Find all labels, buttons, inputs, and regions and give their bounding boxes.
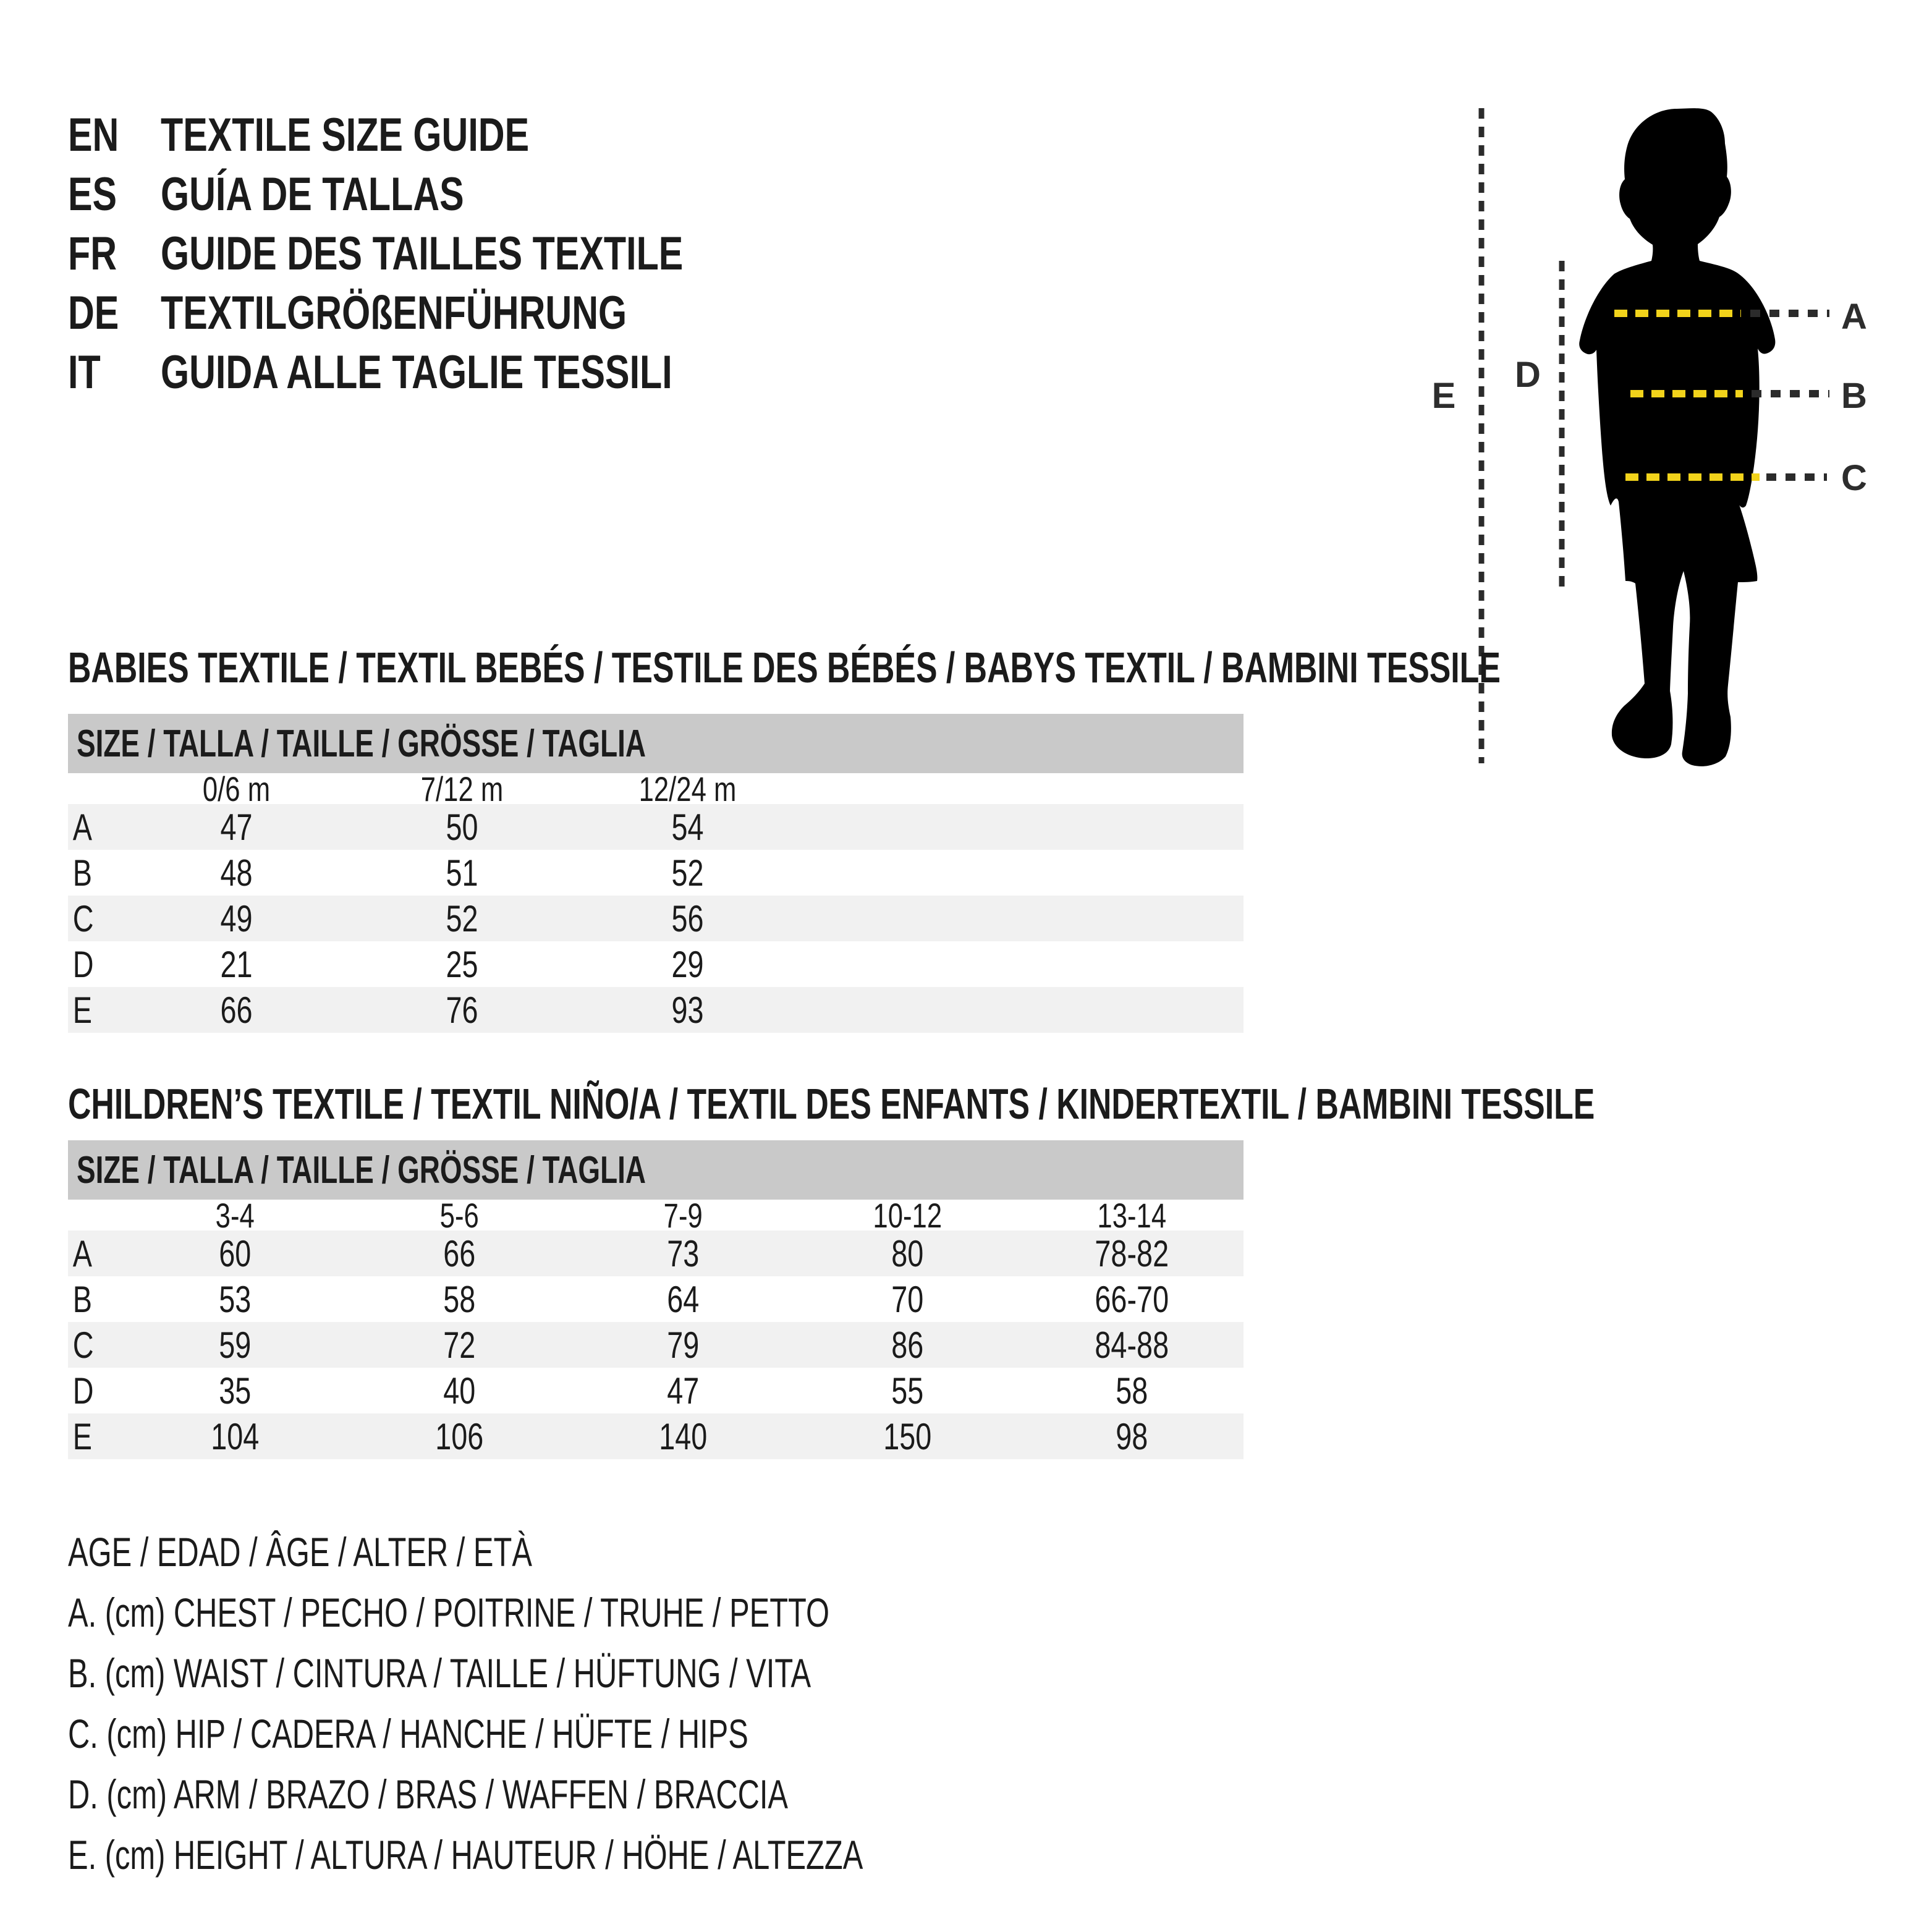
column-header: 13-14 — [1096, 1195, 1166, 1235]
legend-line-height: E. (cm) HEIGHT / ALTURA / HAUTEUR / HÖHE / ALTEZZA — [68, 1832, 863, 1878]
table-row — [68, 987, 1244, 1033]
column-header-row — [68, 769, 1244, 808]
column-header: 3-4 — [216, 1195, 255, 1235]
value-cell: 21 — [220, 943, 253, 985]
value-cell: 59 — [219, 1324, 252, 1366]
value-cell: 80 — [891, 1232, 924, 1274]
value-cell: 58 — [1115, 1370, 1148, 1412]
value-cell: 70 — [891, 1278, 924, 1320]
table-row — [68, 804, 1244, 850]
value-cell: 48 — [220, 852, 253, 894]
value-cell: 76 — [446, 989, 478, 1031]
measure-label-e: E — [1431, 376, 1456, 416]
language-row-es — [68, 164, 831, 224]
column-header: 7-9 — [664, 1195, 703, 1235]
size-letter: A — [72, 806, 93, 848]
measure-label-d: D — [1515, 355, 1541, 395]
legend-line-chest: A. (cm) CHEST / PECHO / POITRINE / TRUHE / PETTO — [68, 1590, 829, 1635]
size-header-bar: SIZE / TALLA / TAILLE / GRÖSSE / TAGLIA — [68, 1140, 1244, 1200]
size-letter: D — [72, 1370, 94, 1412]
measure-label-c: C — [1841, 458, 1867, 498]
language-row-it — [68, 342, 831, 402]
value-cell: 140 — [659, 1415, 708, 1457]
value-cell: 150 — [883, 1415, 932, 1457]
value-cell: 73 — [667, 1232, 700, 1274]
value-cell: 35 — [219, 1370, 252, 1412]
table-row — [68, 1322, 1244, 1368]
language-code: DE — [68, 286, 119, 339]
value-cell: 40 — [443, 1370, 476, 1412]
legend-line-age: AGE / EDAD / ÂGE / ALTER / ETÀ — [68, 1529, 532, 1575]
value-cell: 93 — [671, 989, 704, 1031]
value-cell: 47 — [667, 1370, 700, 1412]
size-letter: C — [72, 897, 94, 939]
language-title: TEXTILE SIZE GUIDE — [161, 108, 530, 161]
size-letter: A — [72, 1232, 93, 1274]
value-cell: 106 — [435, 1415, 484, 1457]
table-row — [68, 896, 1244, 941]
value-cell: 79 — [667, 1324, 700, 1366]
size-letter: E — [72, 989, 93, 1031]
table-row — [68, 850, 1244, 896]
column-header: 7/12 m — [420, 769, 504, 808]
value-cell: 64 — [667, 1278, 700, 1320]
column-header: 12/24 m — [638, 769, 737, 808]
table-row — [68, 1276, 1244, 1322]
column-header: 5-6 — [439, 1195, 479, 1235]
measure-label-a: A — [1841, 297, 1867, 337]
language-row-en — [68, 105, 831, 164]
value-cell: 84-88 — [1094, 1324, 1169, 1366]
value-cell: 72 — [443, 1324, 476, 1366]
children-size-table — [68, 1140, 1244, 1459]
size-letter: C — [72, 1324, 94, 1366]
table-row — [68, 1368, 1244, 1413]
value-cell: 98 — [1115, 1415, 1148, 1457]
value-cell: 49 — [220, 897, 253, 939]
value-cell: 52 — [446, 897, 478, 939]
value-cell: 54 — [671, 806, 704, 848]
value-cell: 51 — [446, 852, 478, 894]
language-list — [68, 105, 831, 402]
size-letter: B — [72, 1278, 93, 1320]
value-cell: 56 — [671, 897, 704, 939]
language-title: GUÍA DE TALLAS — [161, 167, 464, 221]
table-row — [68, 941, 1244, 987]
value-cell: 78-82 — [1094, 1232, 1169, 1274]
value-cell: 58 — [443, 1278, 476, 1320]
value-cell: 47 — [220, 806, 253, 848]
language-title: TEXTILGRÖßENFÜHRUNG — [161, 286, 627, 339]
value-cell: 86 — [891, 1324, 924, 1366]
value-cell: 55 — [891, 1370, 924, 1412]
column-header: 10-12 — [873, 1195, 943, 1235]
language-title: GUIDA ALLE TAGLIE TESSILI — [161, 345, 672, 399]
value-cell: 53 — [219, 1278, 252, 1320]
legend-line-hip: C. (cm) HIP / CADERA / HANCHE / HÜFTE / HIPS — [68, 1711, 748, 1756]
babies-section-heading: BABIES TEXTILE / TEXTIL BEBÉS / TESTILE DES BÉBÉS / BABYS TEXTIL / BAMBINI TESSILE — [68, 643, 1501, 692]
value-cell: 66-70 — [1094, 1278, 1169, 1320]
measurement-legend — [68, 1522, 1142, 1885]
measure-label-b: B — [1841, 376, 1867, 416]
table-row — [68, 1231, 1244, 1276]
babies-size-table — [68, 714, 1244, 1033]
children-section-heading: CHILDREN’S TEXTILE / TEXTIL NIÑO/A / TEXTIL DES ENFANTS / KINDERTEXTIL / BAMBINI TESSILE — [68, 1080, 1595, 1128]
language-code: ES — [68, 167, 117, 221]
size-letter: D — [72, 943, 94, 985]
language-code: EN — [68, 108, 119, 161]
legend-line-waist: B. (cm) WAIST / CINTURA / TAILLE / HÜFTUNG / VITA — [68, 1650, 811, 1696]
language-row-fr — [68, 224, 831, 283]
column-header-row — [68, 1195, 1244, 1235]
size-letter: E — [72, 1415, 93, 1457]
size-letter: B — [72, 852, 93, 894]
value-cell: 60 — [219, 1232, 252, 1274]
language-code: FR — [68, 227, 117, 280]
legend-line-arm: D. (cm) ARM / BRAZO / BRAS / WAFFEN / BRACCIA — [68, 1771, 789, 1817]
table-row — [68, 1413, 1244, 1459]
language-row-de — [68, 283, 831, 342]
value-cell: 50 — [446, 806, 478, 848]
value-cell: 29 — [671, 943, 704, 985]
value-cell: 66 — [443, 1232, 476, 1274]
value-cell: 104 — [211, 1415, 260, 1457]
language-title: GUIDE DES TAILLES TEXTILE — [161, 227, 684, 280]
value-cell: 52 — [671, 852, 704, 894]
language-code: IT — [68, 345, 101, 399]
column-header: 0/6 m — [202, 769, 271, 808]
value-cell: 25 — [446, 943, 478, 985]
value-cell: 66 — [220, 989, 253, 1031]
size-header-bar: SIZE / TALLA / TAILLE / GRÖSSE / TAGLIA — [68, 714, 1244, 773]
